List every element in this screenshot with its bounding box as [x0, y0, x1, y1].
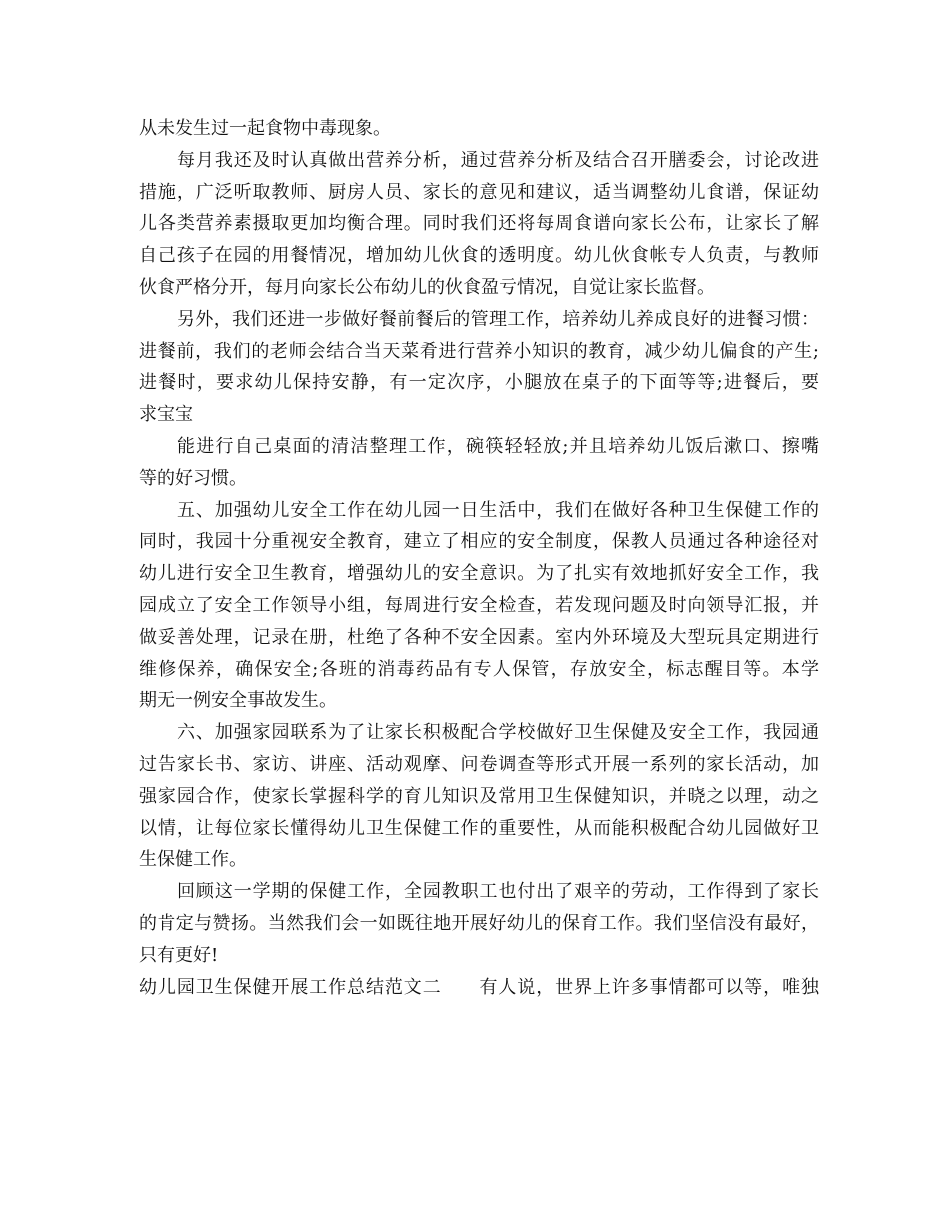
- text-line: 生保健工作。: [139, 849, 247, 871]
- text-line: 另外，我们还进一步做好餐前餐后的管理工作，培养幼儿养成良好的进餐习惯：: [177, 308, 819, 330]
- text-line: 措施，广泛听取教师、厨房人员、家长的意见和建议，适当调整幼儿食谱，保证幼: [139, 181, 819, 203]
- document-body: [139, 113, 819, 1003]
- text-line: 六、加强家园联系为了让家长积极配合学校做好卫生保健及安全工作，我园通: [177, 722, 819, 744]
- text-line: 自己孩子在园的用餐情况，增加幼儿伙食的透明度。幼儿伙食帐专人负责，与教师: [139, 245, 819, 267]
- text-line: 回顾这一学期的保健工作，全园教职工也付出了艰辛的劳动，工作得到了家长: [177, 881, 819, 903]
- text-line: 的肯定与赞扬。当然我们会一如既往地开展好幼儿的保育工作。我们坚信没有最好，: [139, 912, 819, 934]
- text-line: 只有更好!: [139, 944, 219, 966]
- text-line: 幼儿园卫生保健开展工作总结范文二 有人说，世界上许多事情都可以等，唯独: [139, 976, 819, 998]
- text-line: 每月我还及时认真做出营养分析，通过营养分析及结合召开膳委会，讨论改进: [177, 149, 819, 171]
- text-line: 求宝宝: [139, 404, 193, 426]
- text-line: 伙食严格分开，每月向家长公布幼儿的伙食盈亏情况，自觉让家长监督。: [139, 276, 715, 298]
- text-line: 园成立了安全工作领导小组，每周进行安全检查，若发现问题及时向领导汇报，并: [139, 594, 819, 616]
- text-line: 等的好习惯。: [139, 467, 247, 489]
- text-line: 期无一例安全事故发生。: [139, 690, 337, 712]
- text-line: 进餐前，我们的老师会结合当天菜肴进行营养小知识的教育，减少幼儿偏食的产生;: [139, 340, 819, 362]
- text-line: 幼儿进行安全卫生教育，增强幼儿的安全意识。为了扎实有效地抓好安全工作，我: [139, 563, 819, 585]
- text-line: 过告家长书、家访、讲座、活动观摩、问卷调查等形式开展一系列的家长活动，加: [139, 753, 819, 775]
- text-line: 同时，我园十分重视安全教育，建立了相应的安全制度，保教人员通过各种途径对: [139, 531, 819, 553]
- text-line: 进餐时，要求幼儿保持安静，有一定次序，小腿放在桌子的下面等等;进餐后，要: [139, 372, 819, 394]
- text-line: 强家园合作，使家长掌握科学的育儿知识及常用卫生保健知识，并晓之以理，动之: [139, 785, 819, 807]
- text-line: 儿各类营养素摄取更加均衡合理。同时我们还将每周食谱向家长公布，让家长了解: [139, 213, 819, 235]
- text-line: 五、加强幼儿安全工作在幼儿园一日生活中，我们在做好各种卫生保健工作的: [177, 499, 819, 521]
- text-line: 以情，让每位家长懂得幼儿卫生保健工作的重要性，从而能积极配合幼儿园做好卫: [139, 817, 819, 839]
- text-line: 做妥善处理，记录在册，杜绝了各种不安全因素。室内外环境及大型玩具定期进行: [139, 626, 819, 648]
- text-line: 从未发生过一起食物中毒现象。: [139, 118, 391, 139]
- text-line: 维修保养，确保安全;各班的消毒药品有专人保管，存放安全，标志醒目等。本学: [139, 658, 819, 680]
- text-line: 能进行自己桌面的清洁整理工作，碗筷轻轻放;并且培养幼儿饭后漱口、擦嘴: [177, 435, 819, 457]
